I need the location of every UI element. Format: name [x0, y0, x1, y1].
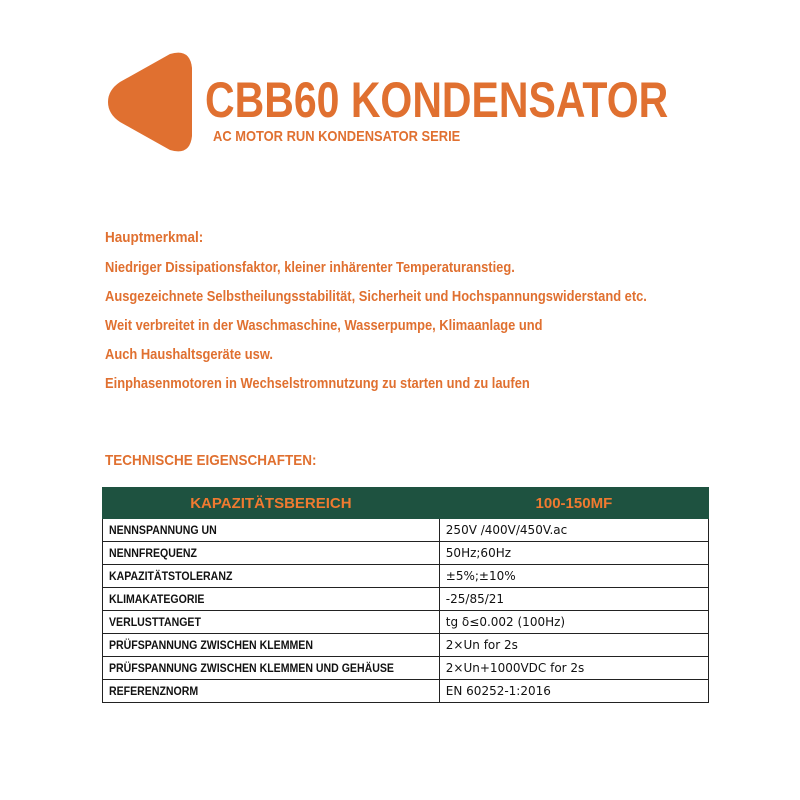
spec-value: ±5%;±10% [439, 565, 708, 588]
spec-value: tg δ≤0.002 (100Hz) [439, 611, 708, 634]
spec-value: 2×Un+1000VDC for 2s [439, 657, 708, 680]
spec-label: PRÜFSPANNUNG ZWISCHEN KLEMMEN UND GEHÄUSE [109, 661, 394, 675]
features-heading: Hauptmerkmal: [105, 229, 204, 246]
table-row [103, 565, 709, 588]
tech-specs-heading: TECHNISCHE EIGENSCHAFTEN: [105, 452, 317, 469]
feature-item: Einphasenmotoren in Wechselstromnutzung zu starten und zu laufen [105, 375, 530, 392]
spec-label: PRÜFSPANNUNG ZWISCHEN KLEMMEN [109, 638, 313, 652]
features-section [105, 228, 785, 403]
page-title: CBB60 KONDENSATOR [205, 72, 669, 128]
spec-value: 50Hz;60Hz [439, 542, 708, 565]
page-subtitle: AC MOTOR RUN KONDENSATOR SERIE [213, 128, 461, 145]
spec-label: NENNFREQUENZ [109, 546, 198, 560]
spec-value: EN 60252-1:2016 [439, 680, 708, 703]
table-header-row [103, 488, 709, 519]
table-row [103, 657, 709, 680]
feature-item: Weit verbreitet in der Waschmaschine, Wasserpumpe, Klimaanlage und [105, 317, 543, 334]
table-header-label: KAPAZITÄTSBEREICH [103, 488, 440, 519]
table-row [103, 611, 709, 634]
spec-value: 250V /400V/450V.ac [439, 519, 708, 542]
table-row [103, 588, 709, 611]
feature-item: Niedriger Dissipationsfaktor, kleiner inhärenter Temperaturanstieg. [105, 259, 515, 276]
spec-label: VERLUSTTANGET [109, 615, 201, 629]
spec-label: REFERENZNORM [109, 684, 199, 698]
table-row [103, 634, 709, 657]
table-row [103, 519, 709, 542]
spec-table [102, 487, 709, 703]
table-row [103, 542, 709, 565]
table-header-value: 100-150MF [439, 488, 708, 519]
spec-value: 2×Un for 2s [439, 634, 708, 657]
feature-item: Ausgezeichnete Selbstheilungsstabilität, Sicherheit und Hochspannungswiderstand etc. [105, 288, 647, 305]
feature-item: Auch Haushaltsgeräte usw. [105, 346, 273, 363]
spec-value: -25/85/21 [439, 588, 708, 611]
spec-label: KLIMAKATEGORIE [109, 592, 205, 606]
spec-label: NENNSPANNUNG UN [109, 523, 217, 537]
spec-label: KAPAZITÄTSTOLERANZ [109, 569, 233, 583]
triangle-logo-icon [100, 52, 195, 152]
table-row [103, 680, 709, 703]
